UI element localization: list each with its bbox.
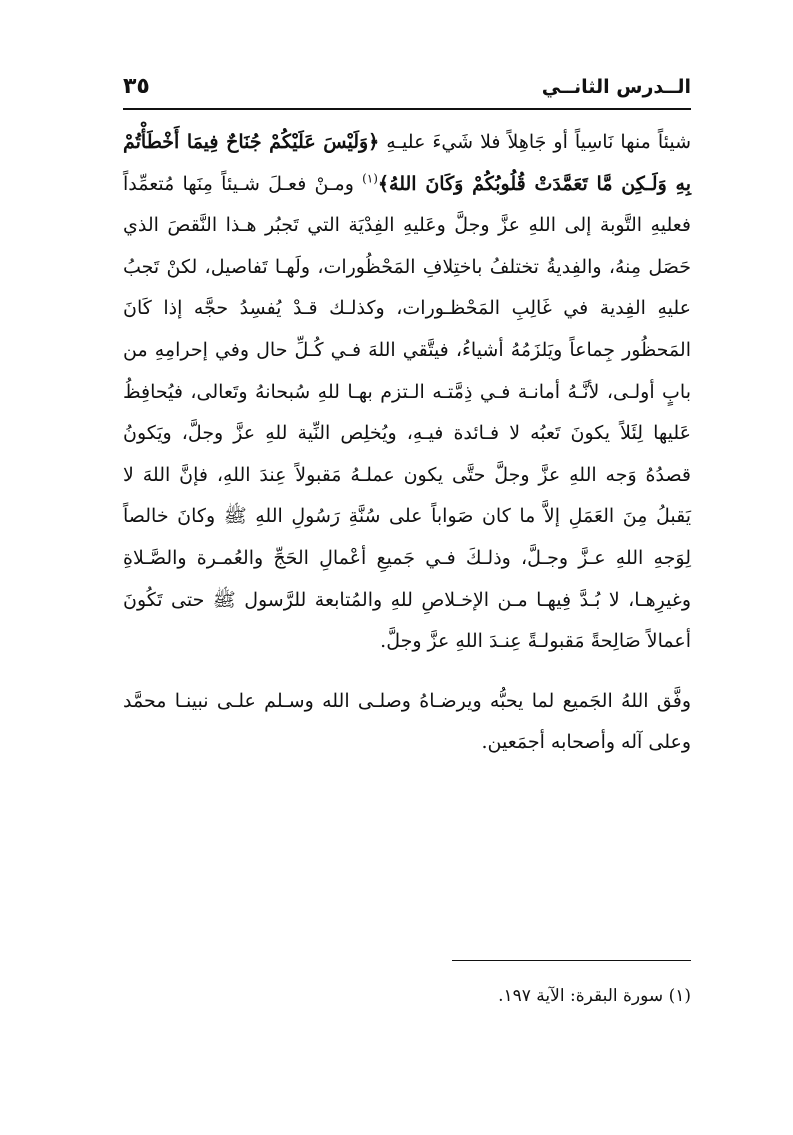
footnote-divider: [452, 960, 691, 961]
closing-paragraph: وفَّق اللهُ الجَميع لما يحبُّه ويرضـاهُ وصلـى الله وسـلم علـى نبينـا محمَّد وعلى آله وأصحابه أجمَعين.: [123, 689, 691, 754]
footnote-reference[interactable]: (١): [362, 171, 378, 186]
page-header: [123, 70, 691, 106]
header-divider: [123, 108, 691, 110]
quran-verse: ﴿وَلَيْسَ عَلَيْكُمْ جُنَاحٌ فِيمَا أَخْطَأْتُمْ بِهِ وَلَـكِن مَّا تَعَمَّدَتْ قُلُوبُكُمْ وَكَانَ اللهُ﴾: [123, 131, 692, 195]
text-after-quran: ومـنْ فعـلَ شـيئاً مِنَها مُتعمِّداً فعليهِ التَّوبة إلى اللهِ عزَّ وجلَّ وعَليهِ الفِدْيَة التي تَجبُر هـذا النَّقصَ الذي حَصَل مِنهُ، والفِديةُ تختلفُ باختِلافِ المَحْظُورات، ولَهـا تَفاصيل، لكنْ تَجبُ عليهِ الفِدية في غَالِبِ المَحْظـورات، وكذلـك قـدْ يُفسِدُ حجَّه إذا كَانَ المَحظُور جِماعاً ويَلزَمُهُ أشياءُ، فيتَّقي اللهَ فـي كُـلِّ حال وفي إحرامِهِ من بابٍ أولـى، لأنَّـهُ أمانـة فـي ذِمَّتـه الـتزم بهـا للهِ سُبحانهُ وتَعالى، فيُحافِظُ عَليها لِئَلاً يكونَ تَعبُه لا فـائدة فيـهِ، ويُخلِص النِّية للهِ عزَّ وجلَّ، ويَكونُ قصدُهُ وَجه اللهِ عزَّ وجلَّ حتَّى يكون عملـهُ مَقبولاً عِندَ اللهِ، فإنَّ اللهَ لا يَقبلُ مِنَ العَمَلِ إلاَّ ما كان صَواباً على سُنَّةِ رَسُولِ اللهِ ﷺ وكانَ خالصاً لِوَجهِ اللهِ عـزَّ وجـلَّ، وذلـكَ فـي جَميعِ أعْمالِ الحَجِّ والعُمـرة والصَّـلاةِ وغيرِهـا، لا بُـدَّ فِيهـا مـن الإخـلاصِ للهِ والمُتابعة للرَّسول ﷺ حتى تَكُونَ أعمالاً صَالِحةً مَقبولـةً عِنـدَ اللهِ عزَّ وجلَّ.: [123, 172, 691, 653]
lesson-title: الــدرس الثانــي: [541, 76, 691, 98]
paragraph: [123, 122, 691, 663]
page-number: ٣٥: [123, 74, 150, 99]
text-before-quran: شيئاً منها نَاسِياً أو جَاهِلاً فلا شَيءَ عليـهِ: [379, 131, 691, 153]
footnote: (١) سورة البقرة: الآية ١٩٧.: [498, 986, 691, 1006]
main-text: [123, 122, 691, 764]
